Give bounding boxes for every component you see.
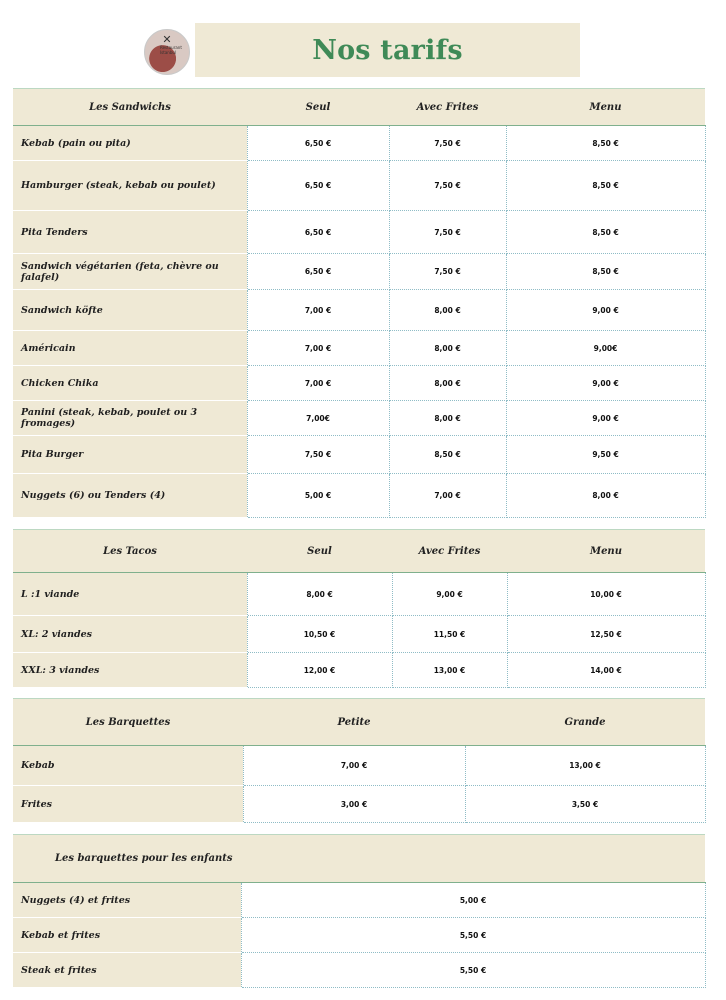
price-cell: 8,50 € bbox=[389, 436, 506, 474]
table-row bbox=[13, 211, 705, 254]
price-cell: 6,50 € bbox=[247, 211, 389, 254]
price-cell: 9,50 € bbox=[506, 436, 705, 474]
price-cell: 8,00 € bbox=[247, 573, 392, 616]
item-name: Sandwich köfte bbox=[13, 290, 247, 331]
price-cell: 9,00 € bbox=[506, 290, 705, 331]
col-header: Les Sandwichs bbox=[13, 89, 247, 126]
item-name: Steak et frites bbox=[13, 953, 241, 988]
item-name: Nuggets (6) ou Tenders (4) bbox=[13, 474, 247, 518]
item-name: Pita Tenders bbox=[13, 211, 247, 254]
col-header: Petite bbox=[243, 699, 465, 746]
price-cell: 7,00 € bbox=[389, 474, 506, 518]
table-row bbox=[13, 573, 705, 616]
table-row bbox=[13, 746, 705, 786]
price-cell: 5,00 € bbox=[241, 883, 705, 918]
table-row bbox=[13, 401, 705, 436]
col-header: Menu bbox=[507, 530, 705, 573]
col-header: Les Tacos bbox=[13, 530, 247, 573]
price-cell: 8,00 € bbox=[389, 401, 506, 436]
table-row bbox=[13, 653, 705, 688]
price-cell: 7,00 € bbox=[247, 331, 389, 366]
price-cell: 8,50 € bbox=[506, 126, 705, 161]
item-name: L :1 viande bbox=[13, 573, 247, 616]
table-header-row bbox=[13, 699, 705, 746]
price-cell: 7,00 € bbox=[247, 290, 389, 331]
price-cell: 6,50 € bbox=[247, 254, 389, 290]
col-header: Seul bbox=[247, 89, 389, 126]
tacos-table bbox=[13, 529, 706, 688]
table-row bbox=[13, 918, 705, 953]
logo-text: Restaurant Istanbul bbox=[160, 45, 182, 55]
price-cell: 7,50 € bbox=[389, 254, 506, 290]
col-header: Avec Frites bbox=[392, 530, 507, 573]
price-cell: 7,00 € bbox=[247, 366, 389, 401]
barquettes-table bbox=[13, 698, 706, 823]
item-name: Panini (steak, kebab, poulet ou 3 fromages) bbox=[13, 401, 247, 436]
table-header-row bbox=[13, 835, 705, 883]
price-cell: 6,50 € bbox=[247, 126, 389, 161]
table-row bbox=[13, 616, 705, 653]
price-cell: 5,00 € bbox=[247, 474, 389, 518]
item-name: Kebab bbox=[13, 746, 243, 786]
table-row bbox=[13, 331, 705, 366]
price-cell: 7,50 € bbox=[389, 126, 506, 161]
price-cell: 7,00 € bbox=[243, 746, 465, 786]
item-name: Frites bbox=[13, 786, 243, 823]
table-row bbox=[13, 366, 705, 401]
price-cell: 3,00 € bbox=[243, 786, 465, 823]
table-header-row bbox=[13, 530, 705, 573]
table-row bbox=[13, 436, 705, 474]
price-cell: 12,50 € bbox=[507, 616, 705, 653]
table-row bbox=[13, 953, 705, 988]
price-cell: 6,50 € bbox=[247, 161, 389, 211]
price-cell: 9,00 € bbox=[506, 366, 705, 401]
table-row bbox=[13, 883, 705, 918]
table-row bbox=[13, 126, 705, 161]
crossed-utensils-icon: ✕ bbox=[162, 33, 172, 46]
price-cell: 8,50 € bbox=[506, 161, 705, 211]
item-name: Chicken Chika bbox=[13, 366, 247, 401]
col-header: Menu bbox=[506, 89, 705, 126]
price-cell: 7,50 € bbox=[247, 436, 389, 474]
col-header: Grande bbox=[465, 699, 705, 746]
table-row bbox=[13, 474, 705, 518]
price-cell: 12,00 € bbox=[247, 653, 392, 688]
item-name: Kebab et frites bbox=[13, 918, 241, 953]
price-cell: 5,50 € bbox=[241, 953, 705, 988]
item-name: Nuggets (4) et frites bbox=[13, 883, 241, 918]
price-cell: 5,50 € bbox=[241, 918, 705, 953]
table-row bbox=[13, 290, 705, 331]
item-name: Pita Burger bbox=[13, 436, 247, 474]
item-name: Américain bbox=[13, 331, 247, 366]
col-header: Seul bbox=[247, 530, 392, 573]
price-cell: 8,00 € bbox=[506, 474, 705, 518]
price-cell: 9,00 € bbox=[506, 401, 705, 436]
item-name: XL: 2 viandes bbox=[13, 616, 247, 653]
table-row bbox=[13, 161, 705, 211]
price-cell: 8,00 € bbox=[389, 331, 506, 366]
price-cell: 7,00€ bbox=[247, 401, 389, 436]
price-cell: 10,50 € bbox=[247, 616, 392, 653]
restaurant-logo bbox=[144, 29, 190, 75]
price-cell: 8,00 € bbox=[389, 290, 506, 331]
price-cell: 14,00 € bbox=[507, 653, 705, 688]
col-header: Les Barquettes bbox=[13, 699, 243, 746]
table-row bbox=[13, 254, 705, 290]
price-cell: 3,50 € bbox=[465, 786, 705, 823]
item-name: Kebab (pain ou pita) bbox=[13, 126, 247, 161]
sandwiches-table bbox=[13, 88, 706, 518]
col-header: Avec Frites bbox=[389, 89, 506, 126]
item-name: Hamburger (steak, kebab ou poulet) bbox=[13, 161, 247, 211]
price-cell: 10,00 € bbox=[507, 573, 705, 616]
price-cell: 13,00 € bbox=[465, 746, 705, 786]
item-name: Sandwich végétarien (feta, chèvre ou falafel) bbox=[13, 254, 247, 290]
price-cell: 8,50 € bbox=[506, 254, 705, 290]
price-cell: 9,00 € bbox=[392, 573, 507, 616]
price-cell: 7,50 € bbox=[389, 211, 506, 254]
table-header-row bbox=[13, 89, 705, 126]
price-cell: 13,00 € bbox=[392, 653, 507, 688]
item-name: XXL: 3 viandes bbox=[13, 653, 247, 688]
section-title: Les barquettes pour les enfants bbox=[13, 835, 705, 883]
price-cell: 9,00€ bbox=[506, 331, 705, 366]
table-row bbox=[13, 786, 705, 823]
price-cell: 8,00 € bbox=[389, 366, 506, 401]
price-cell: 8,50 € bbox=[506, 211, 705, 254]
enfants-table bbox=[13, 834, 706, 988]
price-cell: 11,50 € bbox=[392, 616, 507, 653]
price-cell: 7,50 € bbox=[389, 161, 506, 211]
title-banner bbox=[195, 23, 580, 77]
page-title: Nos tarifs bbox=[312, 34, 463, 66]
